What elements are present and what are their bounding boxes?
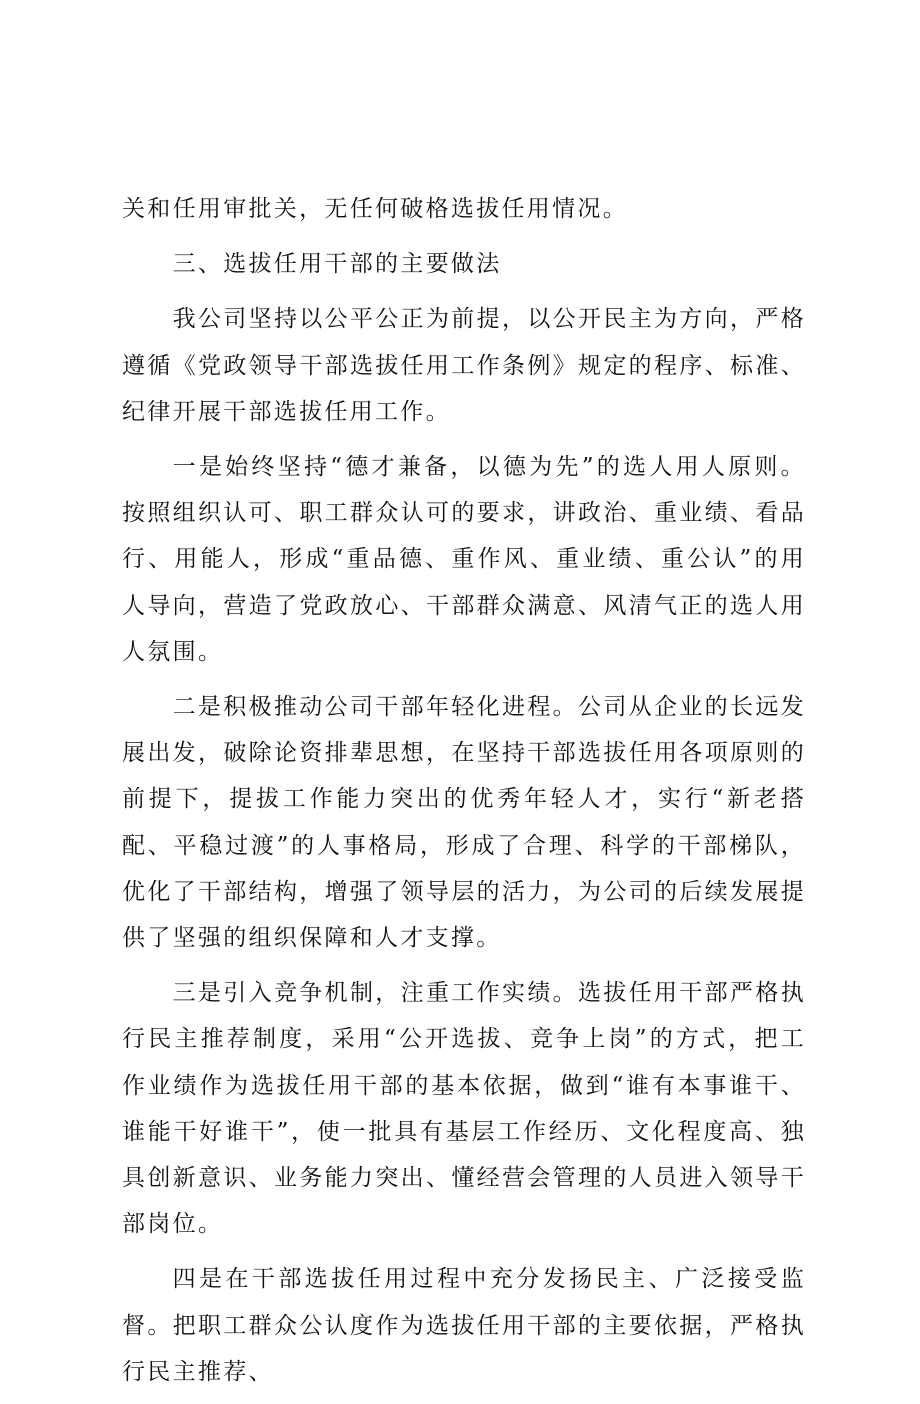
paragraph-continuation: 关和任用审批关，无任何破格选拔任用情况。	[122, 196, 628, 222]
paragraph-point-three: 三是引入竞争机制，注重工作实绩。选拔任用干部严格执行民主推荐制度，采用“公开选拔、竞争上岗”的方式，把工作业绩作为选拔任用干部的基本依据，做到“谁有本事谁干、谁能干好谁干”，使一批具有基层工作经历、文化程度高、独具创新意识、业务能力突出、懂经营会管理的人员进入领导干部岗位。	[122, 980, 806, 1238]
paragraph-point-four: 四是在干部选拔任用过程中充分发扬民主、广泛接受监督。把职工群众公认度作为选拔任用干部的主要依据，严格执行民主推荐、	[122, 1266, 806, 1385]
section-heading: 三、选拔任用干部的主要做法	[172, 251, 502, 278]
document-body	[122, 186, 806, 1404]
paragraph-point-one: 一是始终坚持“德才兼备，以德为先”的选人用人原则。按照组织认可、职工群众认可的要求，讲政治、重业绩、看品行、用能人，形成“重品德、重作风、重业绩、重公认”的用人导向，营造了党政放心、干部群众满意、风清气正的选人用人氛围。	[122, 454, 806, 665]
paragraph-point-two: 二是积极推动公司干部年轻化进程。公司从企业的长远发展出发，破除论资排辈思想，在坚持干部选拔任用各项原则的前提下，提拔工作能力突出的优秀年轻人才，实行“新老搭配、平稳过渡”的人事格局，形成了合理、科学的干部梯队，优化了干部结构，增强了领导层的活力，为公司的后续发展提供了坚强的组织保障和人才支撑。	[122, 694, 806, 952]
paragraph-intro: 我公司坚持以公平公正为前提，以公开民主为方向，严格遵循《党政领导干部选拔任用工作条例》规定的程序、标准、纪律开展干部选拔任用工作。	[122, 306, 806, 425]
